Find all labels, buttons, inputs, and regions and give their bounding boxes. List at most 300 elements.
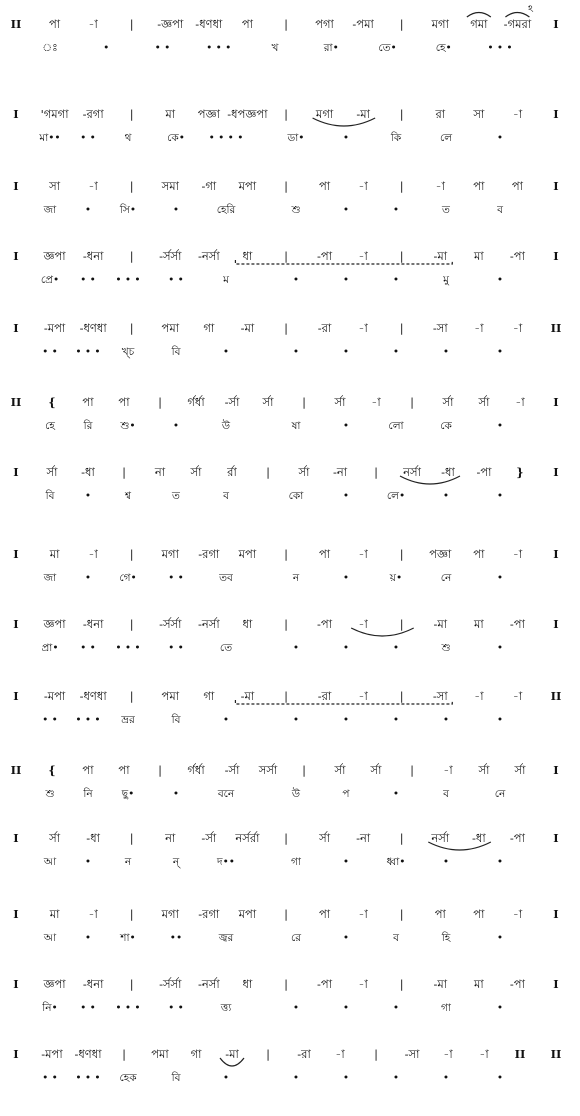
lyric-syllable: শু• bbox=[120, 420, 136, 432]
swara-note: -া bbox=[358, 321, 368, 335]
swara-note: মপা bbox=[238, 547, 257, 561]
lyric-syllable: • bbox=[342, 1002, 350, 1014]
bar-line: | bbox=[399, 689, 404, 703]
lyric-syllable: • bbox=[172, 204, 180, 216]
swara-note: পা bbox=[434, 907, 446, 921]
bar-line: | bbox=[129, 321, 134, 335]
swara-note: র্সা bbox=[49, 831, 61, 845]
swara-note: র্সা bbox=[334, 763, 346, 777]
lyric-row bbox=[0, 852, 580, 872]
swara-note: সমা bbox=[161, 179, 179, 193]
swara-row bbox=[0, 974, 580, 994]
swara-note: -পা bbox=[317, 249, 333, 263]
bar-line: | bbox=[284, 907, 288, 921]
bar-line: | bbox=[410, 763, 414, 777]
swara-note: পা bbox=[118, 395, 130, 409]
swara-note: -ধা bbox=[81, 465, 95, 479]
swara-note: 'গমগা bbox=[40, 107, 69, 121]
lyric-syllable: • bbox=[342, 420, 350, 432]
lyric-syllable: • bbox=[222, 1072, 230, 1084]
lyric-syllable: • • bbox=[80, 1002, 96, 1014]
swara-note: পা bbox=[82, 763, 94, 777]
swara-row bbox=[0, 176, 580, 196]
lyric-syllable: রি bbox=[83, 420, 93, 432]
bar-line: | bbox=[399, 977, 404, 991]
lyric-syllable: উ bbox=[221, 420, 231, 432]
lyric-syllable: • bbox=[442, 856, 450, 868]
notation-system bbox=[0, 974, 580, 1042]
notation-system bbox=[0, 544, 580, 612]
swara-note: রা bbox=[435, 107, 446, 121]
lyric-syllable: হি bbox=[441, 932, 451, 944]
swara-note: -ধণধা bbox=[74, 1047, 102, 1061]
lyric-row bbox=[0, 486, 580, 506]
swara-note: -গমরা bbox=[503, 17, 532, 31]
lyric-syllable: • • • bbox=[487, 42, 513, 54]
bar-line: { bbox=[48, 395, 56, 409]
lyric-syllable: • bbox=[292, 1072, 300, 1084]
bar-line: { bbox=[48, 763, 56, 777]
swara-row bbox=[0, 104, 580, 124]
lyric-syllable: বনে bbox=[217, 788, 235, 800]
bar-line: | bbox=[399, 547, 404, 561]
swara-note: পা bbox=[48, 17, 61, 31]
swara-note: -া bbox=[358, 249, 368, 263]
lyric-syllable: মু bbox=[443, 274, 449, 286]
bar-line: | bbox=[399, 17, 404, 31]
swara-row bbox=[0, 904, 580, 924]
swara-note: -ধণধা bbox=[79, 689, 107, 703]
swara-note: মা bbox=[473, 617, 484, 631]
lyric-syllable: • • • bbox=[115, 274, 141, 286]
bar-line: I bbox=[13, 1047, 19, 1061]
lyric-syllable: • bbox=[496, 490, 504, 502]
bar-line: | bbox=[284, 831, 288, 845]
swara-note: -া bbox=[335, 1047, 345, 1061]
lyric-row bbox=[0, 638, 580, 658]
bar-line: I bbox=[13, 907, 19, 921]
lyric-syllable: ব bbox=[393, 932, 399, 944]
bar-line: } bbox=[516, 465, 524, 479]
swara-note: -সা bbox=[432, 321, 448, 335]
lyric-syllable: গা bbox=[441, 1002, 451, 1014]
lyric-syllable: • • bbox=[154, 42, 171, 54]
bar-line: I bbox=[13, 107, 19, 121]
lyric-syllable: উ bbox=[291, 788, 301, 800]
bar-line: | bbox=[399, 249, 404, 263]
swara-note: -া bbox=[88, 179, 98, 193]
lyric-syllable: • bbox=[342, 1072, 350, 1084]
swara-row bbox=[0, 686, 580, 706]
swara-note: -জ্ঞপা bbox=[157, 17, 184, 31]
swara-row bbox=[0, 760, 580, 780]
swara-note: -মপা bbox=[43, 689, 66, 703]
bar-line: | bbox=[399, 831, 404, 845]
swara-note: -া bbox=[358, 907, 368, 921]
swara-row bbox=[0, 1044, 580, 1064]
swara-note: র্সা bbox=[478, 763, 490, 777]
notation-system bbox=[0, 4, 580, 82]
lyric-syllable: • • • bbox=[206, 42, 232, 54]
lyric-syllable: ডা• bbox=[287, 132, 305, 144]
notation-system bbox=[0, 1044, 580, 1112]
lyric-syllable: ন bbox=[124, 856, 132, 868]
bar-line: | bbox=[284, 179, 288, 193]
lyric-syllable: শু bbox=[291, 204, 301, 216]
notation-system bbox=[0, 760, 580, 828]
swara-note: -ধা bbox=[441, 465, 455, 479]
swara-note: র্সা bbox=[370, 763, 382, 777]
swara-note: র্সা bbox=[190, 465, 202, 479]
bar-line: I bbox=[553, 977, 559, 991]
lyric-syllable: • • bbox=[80, 132, 96, 144]
swara-note: -র্সা bbox=[224, 395, 240, 409]
swara-note: -পা bbox=[476, 465, 492, 479]
notation-system bbox=[0, 686, 580, 754]
swara-note: -া bbox=[88, 907, 98, 921]
swara-note: সা bbox=[473, 107, 485, 121]
swara-note: মা bbox=[49, 547, 60, 561]
swara-note: ধা bbox=[242, 977, 253, 991]
swara-note: জ্ঞপা bbox=[43, 249, 66, 263]
lyric-syllable: • bbox=[442, 714, 450, 726]
swara-note: -রগা bbox=[198, 547, 220, 561]
notation-system bbox=[0, 104, 580, 172]
bar-line: | bbox=[410, 395, 414, 409]
swara-note: -মা bbox=[240, 321, 255, 335]
lyric-syllable: • • bbox=[168, 642, 184, 654]
bar-line: II bbox=[514, 1047, 526, 1061]
bar-line: | bbox=[129, 17, 134, 31]
swara-note: -ধনা bbox=[82, 249, 104, 263]
lyric-syllable: • • bbox=[42, 346, 58, 358]
bar-line: | bbox=[129, 179, 134, 193]
notation-system bbox=[0, 318, 580, 386]
swara-note: মগা bbox=[315, 107, 334, 121]
bar-line: | bbox=[129, 617, 134, 631]
swara-note: -র্সা bbox=[201, 831, 217, 845]
notation-system bbox=[0, 176, 580, 244]
lyric-row bbox=[0, 128, 580, 148]
lyric-syllable: • bbox=[292, 1002, 300, 1014]
bar-line: | bbox=[158, 395, 162, 409]
bar-line: | bbox=[266, 1047, 270, 1061]
lyric-syllable: ধ্বা• bbox=[386, 856, 406, 868]
lyric-syllable: • bbox=[172, 788, 180, 800]
swara-note: -ধনা bbox=[82, 977, 104, 991]
bar-line: I bbox=[13, 465, 19, 479]
lyric-syllable: হেরি bbox=[216, 204, 236, 216]
lyric-syllable: • bbox=[342, 642, 350, 654]
bar-line: | bbox=[302, 763, 306, 777]
lyric-syllable: • bbox=[222, 346, 230, 358]
lyric-row bbox=[0, 416, 580, 436]
swara-note: র্সা bbox=[319, 831, 331, 845]
lyric-syllable: • • bbox=[168, 274, 184, 286]
lyric-syllable: • • • bbox=[75, 714, 101, 726]
lyric-syllable: রা• bbox=[323, 42, 339, 54]
swara-note: -া bbox=[88, 547, 98, 561]
swara-note: র্গর্ধা bbox=[187, 763, 205, 777]
swara-note: -া bbox=[474, 689, 484, 703]
bar-line: II bbox=[10, 395, 22, 409]
lyric-syllable: • • • • bbox=[208, 132, 244, 144]
lyric-syllable: • • bbox=[42, 1072, 58, 1084]
lyric-syllable: • bbox=[392, 1072, 400, 1084]
lyric-syllable: • bbox=[292, 346, 300, 358]
lyric-syllable: য়• bbox=[389, 572, 403, 584]
swara-note: মগা bbox=[161, 907, 179, 921]
bar-line: | bbox=[399, 907, 404, 921]
lyric-syllable: • bbox=[442, 490, 450, 502]
lyric-syllable: ত bbox=[172, 490, 180, 502]
lyric-syllable: • bbox=[342, 132, 350, 144]
swara-note: পমা bbox=[161, 321, 180, 335]
bar-line: | bbox=[266, 465, 270, 479]
lyric-row bbox=[0, 998, 580, 1018]
lyric-syllable: • bbox=[442, 346, 450, 358]
notation-system bbox=[0, 904, 580, 972]
lyric-syllable: কে• bbox=[167, 132, 185, 144]
lyric-syllable: • bbox=[342, 856, 350, 868]
swara-note: -পা bbox=[509, 977, 525, 991]
swara-note: -া bbox=[371, 395, 381, 409]
lyric-syllable: • • bbox=[168, 572, 184, 584]
bar-line: I bbox=[553, 617, 559, 631]
swara-row bbox=[0, 246, 580, 266]
lyric-syllable: থ bbox=[124, 132, 132, 144]
lyric-syllable: • bbox=[392, 204, 400, 216]
lyric-syllable: • bbox=[84, 856, 92, 868]
lyric-syllable: • • • bbox=[75, 346, 101, 358]
bar-line: | bbox=[129, 907, 134, 921]
bar-line: | bbox=[284, 321, 288, 335]
swara-note: -া bbox=[512, 321, 523, 335]
lyric-syllable: • bbox=[342, 714, 350, 726]
swara-note: মা bbox=[49, 907, 60, 921]
bar-line: I bbox=[13, 977, 19, 991]
bar-line: I bbox=[13, 689, 19, 703]
lyric-syllable: নে bbox=[494, 788, 506, 800]
lyric-syllable: বি bbox=[171, 714, 181, 726]
swara-note: -নর্সা bbox=[198, 977, 220, 991]
swara-note: ধা bbox=[242, 249, 253, 263]
swara-note: পা bbox=[473, 179, 485, 193]
swara-note: -া bbox=[515, 395, 525, 409]
lyric-syllable: • • bbox=[80, 642, 96, 654]
swara-note: ধা bbox=[242, 617, 253, 631]
swara-note: -মা bbox=[240, 689, 255, 703]
lyric-syllable: • bbox=[292, 274, 300, 286]
bar-line: | bbox=[399, 321, 404, 335]
lyric-syllable: • bbox=[103, 42, 110, 54]
lyric-syllable: ন্‌ bbox=[172, 856, 180, 868]
swara-note: -নর্সা bbox=[198, 249, 220, 263]
swara-row bbox=[0, 828, 580, 848]
swara-note: মপা bbox=[238, 179, 257, 193]
swara-note: পা bbox=[318, 547, 331, 561]
swara-note: র্রা bbox=[227, 465, 237, 479]
swara-row bbox=[0, 544, 580, 564]
lyric-syllable: শা• bbox=[120, 932, 136, 944]
swara-note: -সা bbox=[404, 1047, 420, 1061]
lyric-syllable: • bbox=[292, 714, 300, 726]
swara-row bbox=[0, 462, 580, 482]
lyric-syllable: • bbox=[496, 420, 504, 432]
swara-note: -া bbox=[512, 907, 523, 921]
swara-note: -রগা bbox=[198, 907, 220, 921]
bar-line: | bbox=[284, 689, 288, 703]
lyric-syllable: শু bbox=[441, 642, 451, 654]
lyric-syllable: • bbox=[392, 714, 400, 726]
lyric-syllable: • bbox=[392, 788, 400, 800]
notation-system bbox=[0, 392, 580, 460]
swara-note: -ধা bbox=[86, 831, 100, 845]
swara-note: জ্ঞপা bbox=[43, 617, 66, 631]
lyric-syllable: প্রা• bbox=[41, 642, 59, 654]
lyric-syllable: লো bbox=[388, 420, 404, 432]
lyric-syllable: আ bbox=[43, 932, 57, 944]
swara-note: -পা bbox=[509, 249, 525, 263]
swara-note: -া bbox=[512, 689, 523, 703]
bar-line: II bbox=[10, 763, 22, 777]
swara-note: -ধণধা bbox=[79, 321, 107, 335]
lyric-syllable: • bbox=[496, 572, 504, 584]
swara-note: মগা bbox=[161, 547, 179, 561]
lyric-syllable: • • bbox=[168, 1002, 184, 1014]
bar-line: | bbox=[399, 107, 404, 121]
bar-line: I bbox=[13, 321, 19, 335]
bar-line: | bbox=[284, 977, 288, 991]
lyric-syllable: ম bbox=[223, 274, 229, 286]
swara-note: -মা bbox=[433, 249, 448, 263]
bar-line: | bbox=[122, 1047, 126, 1061]
lyric-syllable: • bbox=[442, 1072, 450, 1084]
bar-line: I bbox=[553, 465, 559, 479]
swara-note: -রা bbox=[317, 689, 332, 703]
bar-line: I bbox=[13, 617, 19, 631]
lyric-row bbox=[0, 928, 580, 948]
swara-note: -া bbox=[435, 179, 446, 193]
swara-note: -রা bbox=[317, 321, 332, 335]
bar-line: | bbox=[284, 17, 288, 31]
lyric-syllable: •• bbox=[169, 932, 183, 944]
lyric-syllable: গে• bbox=[119, 572, 137, 584]
swara-note: পমা bbox=[151, 1047, 169, 1061]
swara-note: মা bbox=[165, 107, 176, 121]
swara-note: -া bbox=[358, 179, 368, 193]
swara-note: পা bbox=[473, 547, 485, 561]
lyric-syllable: • bbox=[496, 346, 504, 358]
lyric-syllable: বি bbox=[171, 346, 181, 358]
bar-line: | bbox=[122, 465, 126, 479]
swara-note: র্গর্ধা bbox=[187, 395, 205, 409]
swara-note: পমা bbox=[161, 689, 180, 703]
lyric-syllable: • bbox=[84, 572, 92, 584]
bar-line: I bbox=[553, 907, 559, 921]
swara-note: মা bbox=[473, 249, 484, 263]
lyric-syllable: সি• bbox=[119, 204, 137, 216]
swara-note: না bbox=[165, 831, 176, 845]
swara-note: -পা bbox=[317, 977, 333, 991]
swara-note: -া bbox=[443, 1047, 453, 1061]
swara-note: পা bbox=[118, 763, 130, 777]
bar-line: I bbox=[13, 249, 19, 263]
swara-note: গা bbox=[203, 689, 215, 703]
bar-line: | bbox=[374, 1047, 378, 1061]
swara-note: সর্সা bbox=[258, 763, 278, 777]
lyric-syllable: বি bbox=[45, 490, 55, 502]
lyric-syllable: • • • bbox=[115, 642, 141, 654]
lyric-syllable: • bbox=[496, 856, 504, 868]
swara-note: পা bbox=[82, 395, 94, 409]
lyric-syllable: লে• bbox=[386, 490, 406, 502]
lyric-syllable: • • • bbox=[75, 1072, 101, 1084]
swara-row bbox=[0, 318, 580, 338]
bar-line: I bbox=[553, 395, 559, 409]
swara-note: -া bbox=[358, 547, 368, 561]
lyric-syllable: • bbox=[292, 642, 300, 654]
swara-note: সা bbox=[49, 179, 61, 193]
lyric-syllable: • bbox=[222, 714, 230, 726]
swara-note: -ধা bbox=[472, 831, 486, 845]
swara-note: পজ্ঞা bbox=[429, 547, 452, 561]
lyric-syllable: ত bbox=[442, 204, 450, 216]
swara-note: -া bbox=[512, 547, 523, 561]
bar-line: II bbox=[550, 689, 562, 703]
swara-note: -পমা bbox=[352, 17, 374, 31]
bar-line: | bbox=[284, 249, 288, 263]
lyric-syllable: প bbox=[342, 788, 350, 800]
swara-note: জ্ঞপা bbox=[43, 977, 66, 991]
lyric-syllable: নে bbox=[440, 572, 452, 584]
bar-line: | bbox=[129, 547, 134, 561]
lyric-row bbox=[0, 1068, 580, 1088]
lyric-syllable: নি bbox=[83, 788, 93, 800]
swara-note: না bbox=[154, 465, 166, 479]
lyric-syllable: • bbox=[84, 490, 92, 502]
bar-line: | bbox=[129, 831, 134, 845]
bar-line: | bbox=[302, 395, 306, 409]
lyric-syllable: হে bbox=[45, 420, 55, 432]
bar-line: I bbox=[13, 547, 19, 561]
lyric-syllable: • bbox=[496, 714, 504, 726]
lyric-syllable: বি bbox=[171, 1072, 181, 1084]
swara-row bbox=[0, 614, 580, 634]
lyric-syllable: • bbox=[496, 1002, 504, 1014]
notation-system bbox=[0, 828, 580, 896]
swara-row bbox=[0, 392, 580, 412]
swara-note: -মা bbox=[433, 617, 448, 631]
lyric-syllable: তে• bbox=[378, 42, 397, 54]
swara-note: -গা bbox=[201, 179, 217, 193]
swara-note: পজ্ঞা bbox=[197, 107, 220, 121]
notation-system bbox=[0, 246, 580, 314]
swara-note: মগা bbox=[431, 17, 449, 31]
notation-system bbox=[0, 462, 580, 530]
lyric-syllable: কে bbox=[440, 420, 452, 432]
bar-line: | bbox=[284, 617, 288, 631]
lyric-syllable: প্রে• bbox=[40, 274, 60, 286]
lyric-syllable: • bbox=[342, 572, 350, 584]
lyric-syllable: • bbox=[342, 346, 350, 358]
lyric-syllable: • bbox=[392, 274, 400, 286]
bar-line: I bbox=[553, 547, 559, 561]
bar-line: I bbox=[553, 17, 559, 31]
swara-note: নর্সা bbox=[403, 465, 421, 479]
swara-note: -া bbox=[88, 17, 98, 31]
lyric-syllable: • bbox=[496, 132, 504, 144]
